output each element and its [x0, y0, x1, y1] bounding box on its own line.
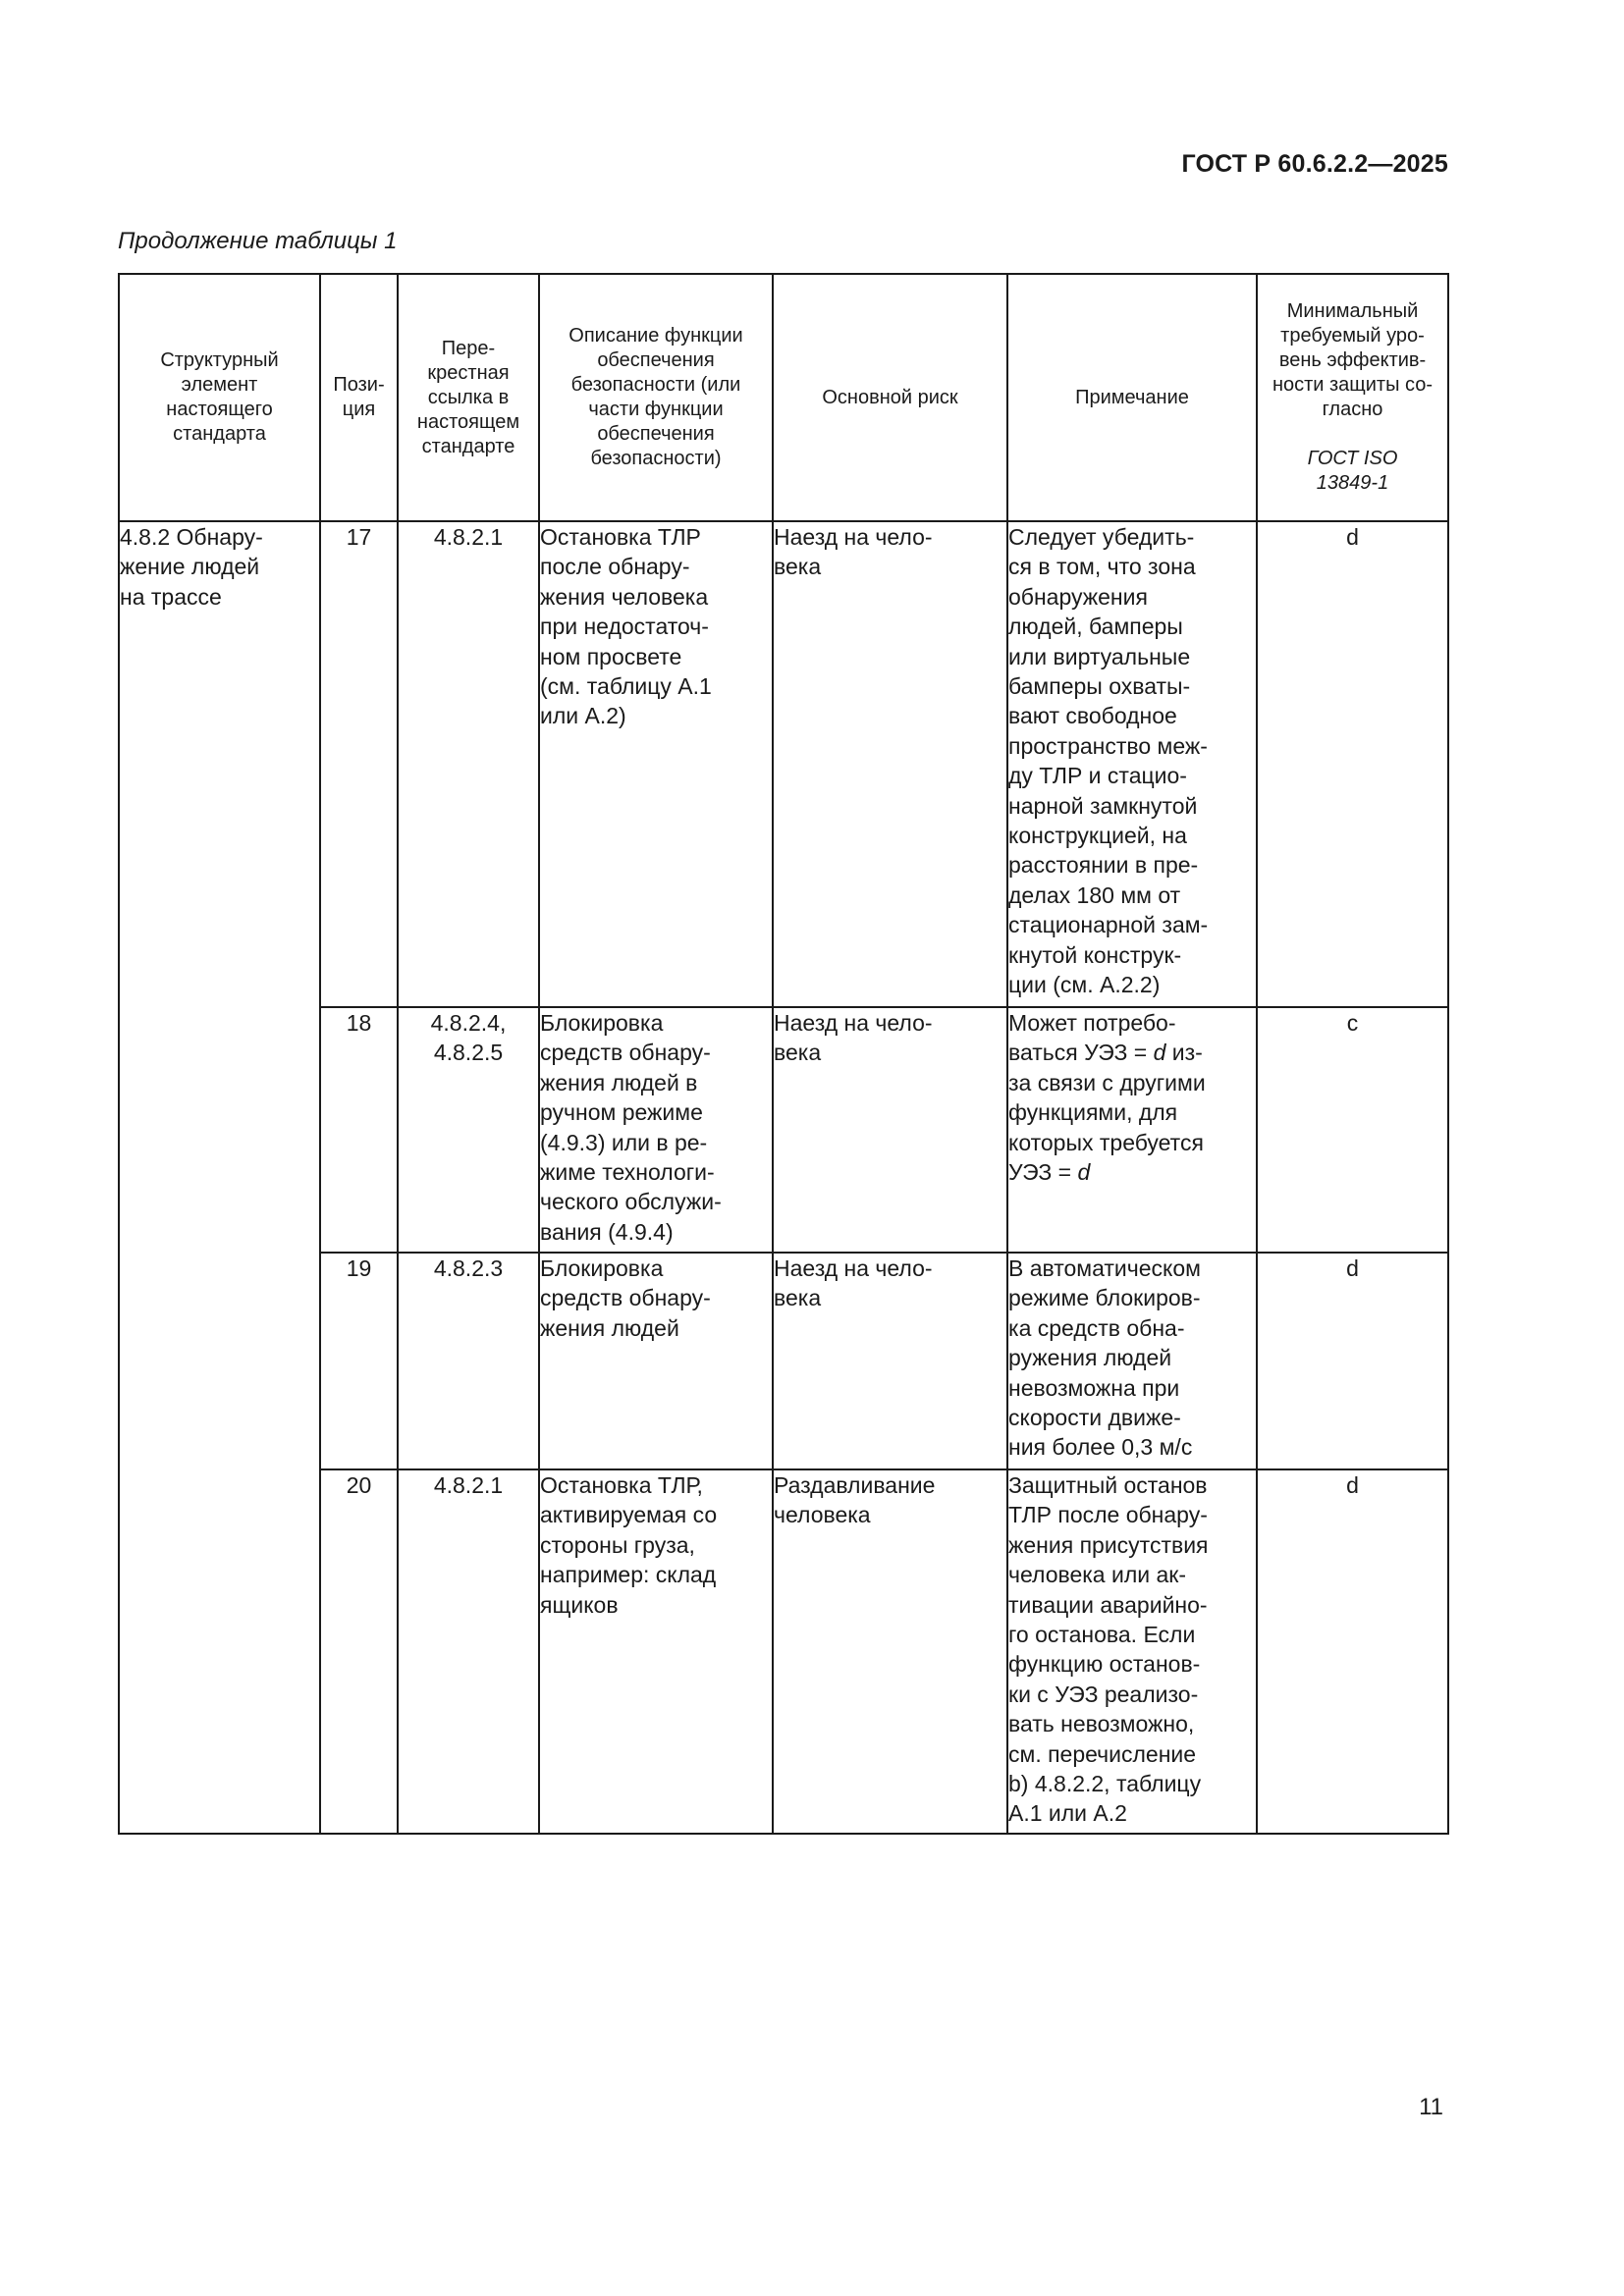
- requirements-table: [118, 273, 1449, 1835]
- cell-note: Следует убедить- ся в том, что зона обнаружения людей, бамперы или виртуальные бамперы охваты- вают свободное пространство меж- ду ТЛР и стацио- нарной замкнутой конструкцией, на расстоянии в пре- делах 180 мм от стационарной зам- кнутой конструк- ции (см. А.2.2): [1007, 521, 1257, 1007]
- cell-position: 18: [320, 1007, 398, 1253]
- cell-level: c: [1257, 1007, 1448, 1253]
- group-structural-element: 4.8.2 Обнару- жение людей на трассе: [119, 521, 320, 1834]
- cell-crossref: 4.8.2.3: [398, 1253, 539, 1469]
- cell-crossref: 4.8.2.1: [398, 521, 539, 1007]
- cell-risk: Наезд на чело- века: [773, 1253, 1007, 1469]
- cell-note: В автоматическом режиме блокиров- ка средств обна- ружения людей невозможна при скорости движе- ния более 0,3 м/с: [1007, 1253, 1257, 1469]
- header-min-level-standard: ГОСТ ISO 13849-1: [1307, 448, 1398, 494]
- cell-level: d: [1257, 521, 1448, 1007]
- header-structural-element: Структурный элемент настоящего стандарта: [119, 274, 320, 521]
- cell-description: Блокировка средств обнару- жения людей в ручном режиме (4.9.3) или в ре- жиме технологи- ческого обслужи- вания (4.9.4): [539, 1007, 773, 1253]
- note-text-part: из- за связи с другими функциями, для которых требуется УЭЗ =: [1008, 1040, 1206, 1186]
- header-position: Пози- ция: [320, 274, 398, 521]
- cell-note: Защитный останов ТЛР после обнару- жения присутствия человека или ак- тивации аварийно- го останова. Если функцию останов- ки с УЭЗ реализо- вать невозможно, см. перечисление b) 4.8.2.2, таблицу А.1 или А.2: [1007, 1469, 1257, 1834]
- cell-description: Остановка ТЛР, активируемая со стороны груза, например: склад ящиков: [539, 1469, 773, 1834]
- cell-risk: Раздавливание человека: [773, 1469, 1007, 1834]
- cell-position: 17: [320, 521, 398, 1007]
- note-text-part: Может потребо- ваться УЭЗ =: [1008, 1010, 1176, 1066]
- cell-level: d: [1257, 1469, 1448, 1834]
- header-min-protection-level: [1257, 274, 1448, 521]
- table-row: [119, 521, 1448, 1007]
- cell-description: Блокировка средств обнару- жения людей: [539, 1253, 773, 1469]
- header-crossref: Пере- крестная ссылка в настоящем стандарте: [398, 274, 539, 521]
- cell-position: 20: [320, 1469, 398, 1834]
- header-main-risk: Основной риск: [773, 274, 1007, 521]
- cell-crossref: 4.8.2.1: [398, 1469, 539, 1834]
- table-caption: Продолжение таблицы 1: [118, 228, 398, 254]
- cell-description: Остановка ТЛР после обнару- жения человека при недостаточ- ном просвете (см. таблицу А.1 или А.2): [539, 521, 773, 1007]
- header-note: Примечание: [1007, 274, 1257, 521]
- table-header-row: [119, 274, 1448, 521]
- cell-risk: Наезд на чело- века: [773, 521, 1007, 1007]
- header-min-level-text: Минимальный требуемый уро- вень эффектив- ности защиты со- гласно: [1272, 300, 1434, 420]
- note-variable: d: [1153, 1040, 1166, 1066]
- cell-level: d: [1257, 1253, 1448, 1469]
- cell-crossref: 4.8.2.4, 4.8.2.5: [398, 1007, 539, 1253]
- header-function-description: Описание функции обеспечения безопасности (или части функции обеспечения безопасности): [539, 274, 773, 521]
- cell-note: [1007, 1007, 1257, 1253]
- cell-risk: Наезд на чело- века: [773, 1007, 1007, 1253]
- cell-position: 19: [320, 1253, 398, 1469]
- page-number: 11: [1419, 2094, 1443, 2120]
- document-code: ГОСТ Р 60.6.2.2—2025: [1181, 150, 1448, 178]
- note-variable: d: [1077, 1159, 1091, 1186]
